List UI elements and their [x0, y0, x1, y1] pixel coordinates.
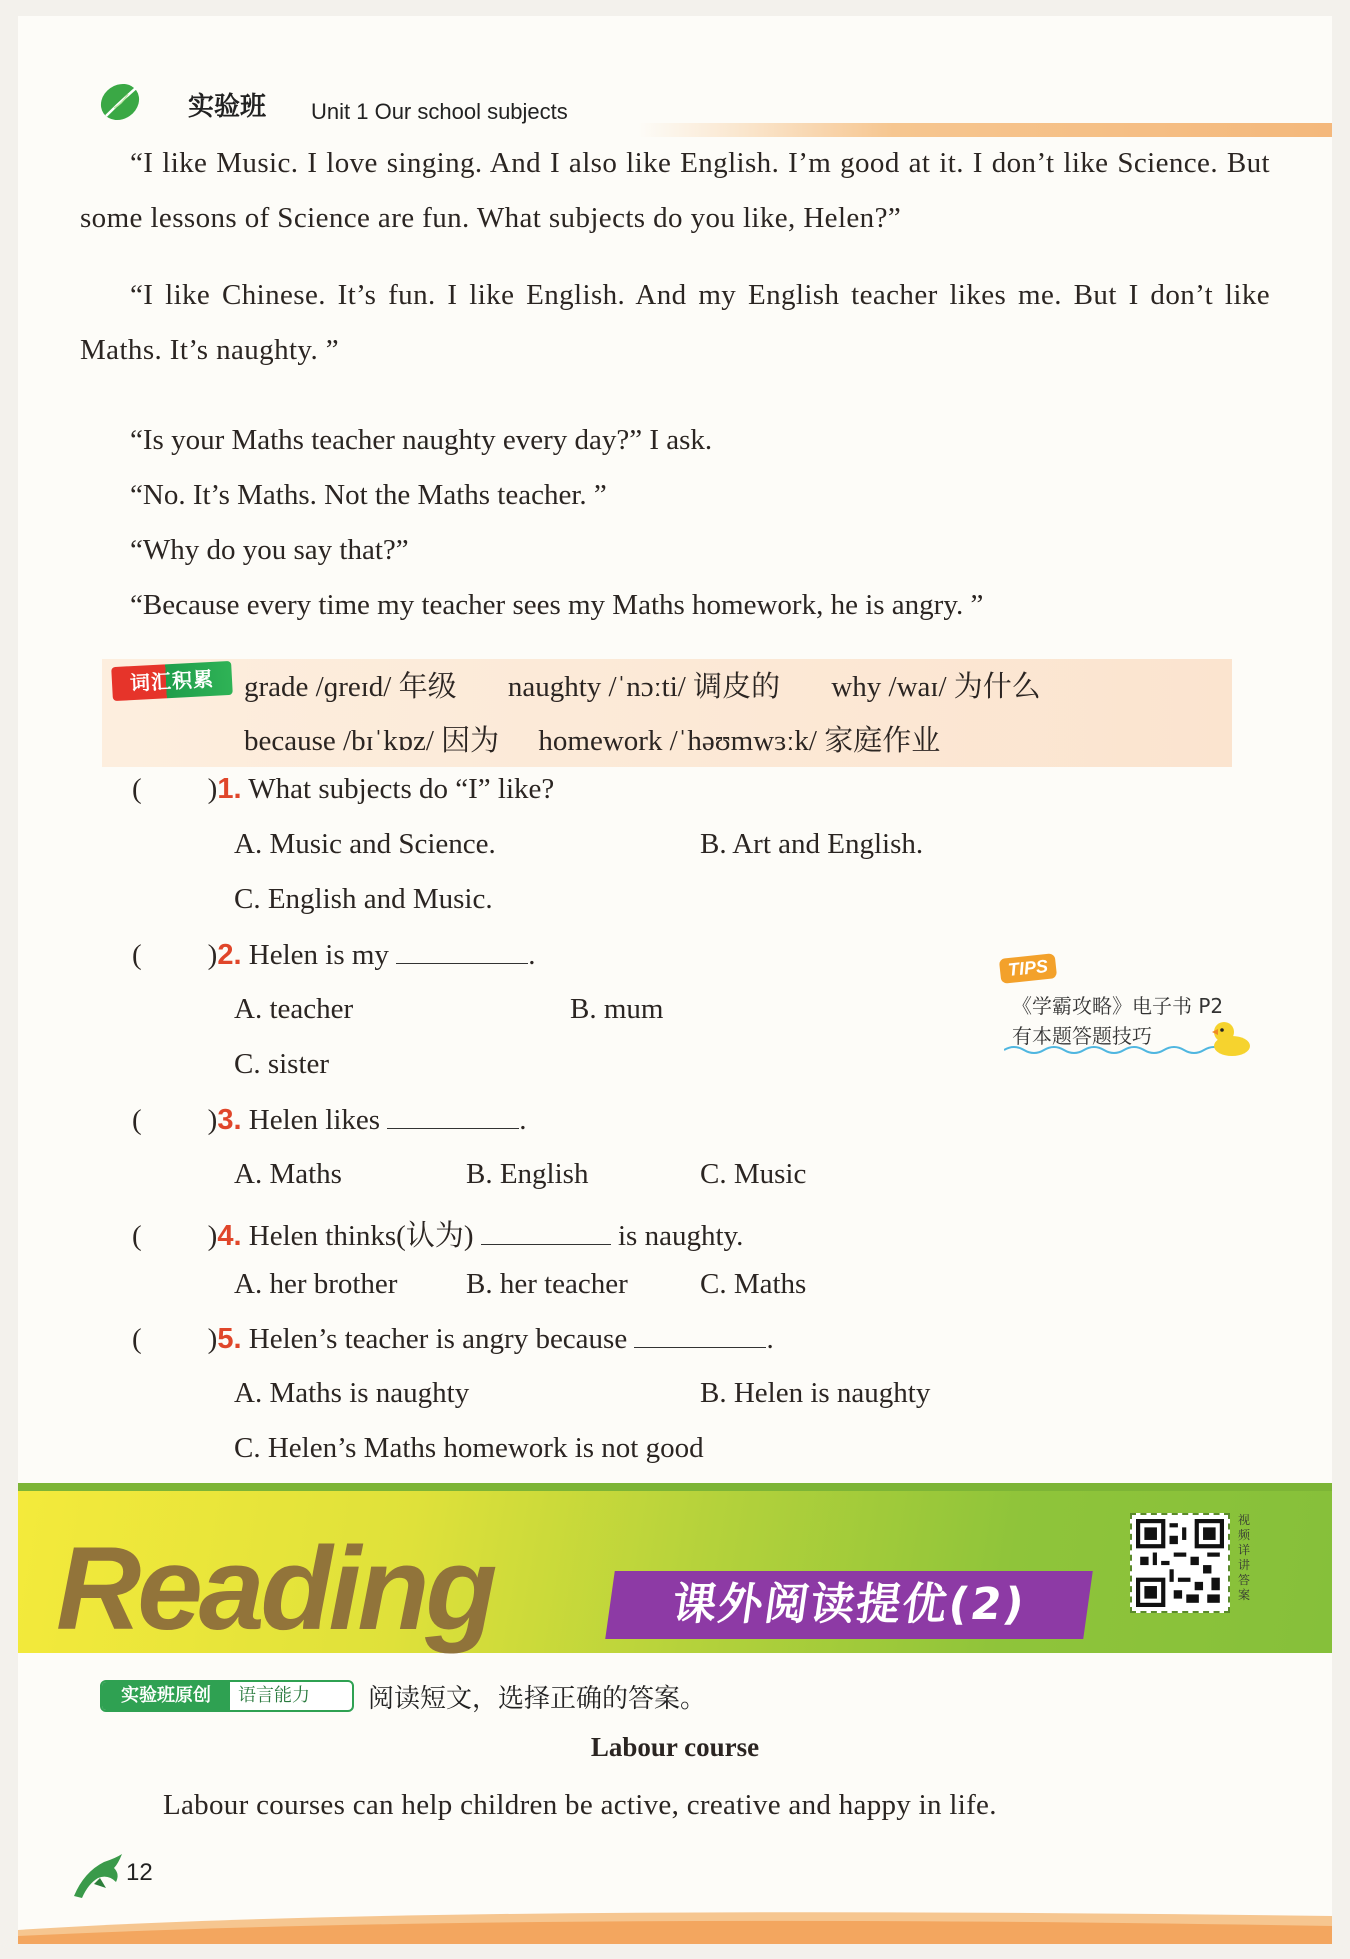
answer-paren-open[interactable]: ( [132, 1220, 142, 1252]
option-3b[interactable]: B. English [466, 1158, 589, 1190]
option-5c[interactable]: C. Helen’s Maths homework is not good [234, 1432, 704, 1464]
question-3 [132, 1103, 527, 1137]
answer-paren-open[interactable]: ( [132, 939, 142, 971]
textbook-page [18, 16, 1332, 1944]
answer-blank[interactable] [387, 1103, 519, 1129]
qr-caption: 视频详讲答案 [1238, 1513, 1251, 1602]
option-2c[interactable]: C. sister [234, 1048, 330, 1080]
vocab-item: grade /ɡreɪd/ 年级 [244, 671, 457, 703]
passage-paragraph-2: “I like Chinese. It’s fun. I like English. And my English teacher likes me. But I don’t like Maths. It’s naughty. ” [80, 279, 1270, 366]
question-number: 1. [217, 773, 242, 805]
answer-paren-open[interactable]: ( [132, 773, 142, 805]
vocabulary-badge: 词汇积累 [111, 661, 233, 701]
brand-title: 实验班 [188, 92, 267, 122]
question-end: . [766, 1323, 774, 1355]
vocabulary-row-1 [244, 664, 1085, 705]
passage-line-6: “Because every time my teacher sees my Maths homework, he is angry. ” [130, 589, 984, 621]
option-5a[interactable]: A. Maths is naughty [234, 1377, 470, 1409]
badge-label: 实验班原创 [102, 1682, 230, 1710]
option-5b[interactable]: B. Helen is naughty [700, 1377, 931, 1409]
passage-line-3: “Is your Maths teacher naughty every day?” I ask. [130, 424, 713, 456]
option-4a[interactable]: A. her brother [234, 1268, 398, 1300]
passage-line-4: “No. It’s Maths. Not the Maths teacher. ” [130, 479, 607, 511]
question-number: 4. [217, 1220, 242, 1252]
option-3a[interactable]: A. Maths [234, 1158, 342, 1190]
question-5 [132, 1322, 774, 1356]
original-badge [100, 1680, 354, 1712]
option-4c[interactable]: C. Maths [700, 1268, 807, 1300]
option-4b[interactable]: B. her teacher [466, 1268, 628, 1300]
question-number: 5. [217, 1323, 242, 1355]
question-4 [132, 1213, 743, 1254]
vocab-item: because /bɪˈkɒz/ 因为 [244, 725, 500, 757]
passage-line-5: “Why do you say that?” [130, 534, 409, 566]
leaf-logo-icon [98, 80, 142, 124]
option-1a[interactable]: A. Music and Science. [234, 828, 496, 860]
answer-paren-close: ) [207, 773, 218, 805]
story-title: Labour course [590, 1732, 760, 1762]
answer-blank[interactable] [634, 1322, 766, 1348]
question-end: . [519, 1104, 527, 1136]
tips-line-2: 有本题答题技巧 [1012, 1024, 1152, 1048]
option-2b[interactable]: B. mum [570, 993, 664, 1025]
story-first-line: Labour courses can help children be active, creative and happy in life. [163, 1789, 997, 1821]
question-1 [132, 773, 554, 806]
question-2 [132, 938, 535, 972]
answer-blank[interactable] [481, 1219, 611, 1245]
vocab-item: why /waɪ/ 为什么 [831, 671, 1041, 703]
answer-paren-close: ) [207, 1220, 218, 1252]
qr-pattern-icon [1136, 1519, 1224, 1607]
page-header [78, 68, 1308, 144]
vocabulary-row-2 [244, 718, 984, 759]
question-stem: Helen is my [248, 939, 389, 971]
answer-paren-open[interactable]: ( [132, 1104, 142, 1136]
answer-paren-close: ) [207, 1104, 218, 1136]
dolphin-icon [70, 1852, 126, 1902]
option-2a[interactable]: A. teacher [234, 993, 354, 1025]
question-stem: Helen’s teacher is angry because [248, 1323, 628, 1355]
reading-wordmark: Reading [56, 1523, 494, 1655]
badge-skill: 语言能力 [238, 1685, 310, 1706]
tips-callout [998, 956, 1260, 1066]
question-number: 2. [217, 939, 242, 971]
option-1c[interactable]: C. English and Music. [234, 883, 493, 915]
passage-paragraph-1: “I like Music. I love singing. And I also like English. I’m good at it. I don’t like Science. But some lessons of Science are fun. What subjects do you like, Helen?” [80, 147, 1270, 234]
section-title: 课外阅读提优(2) [605, 1571, 1093, 1639]
instruction-text: 阅读短文，选择正确的答案。 [368, 1684, 707, 1714]
qr-code-icon[interactable] [1130, 1513, 1230, 1613]
wave-decoration-icon [1004, 1044, 1234, 1056]
banner-top-stripe [18, 1483, 1332, 1491]
option-3c[interactable]: C. Music [700, 1158, 807, 1190]
question-end: is naughty. [618, 1220, 744, 1252]
question-stem: What subjects do “I” like? [248, 773, 555, 805]
footer-swoosh-decoration [18, 1896, 1332, 1944]
question-stem: Helen thinks(认为) [248, 1220, 474, 1252]
answer-paren-close: ) [207, 1323, 218, 1355]
answer-paren-close: ) [207, 939, 218, 971]
unit-title: Unit 1 Our school subjects [311, 99, 568, 124]
answer-paren-open[interactable]: ( [132, 1323, 142, 1355]
answer-blank[interactable] [396, 938, 528, 964]
question-number: 3. [217, 1104, 242, 1136]
page-number: 12 [126, 1859, 153, 1886]
tips-line-1: 《学霸攻略》电子书 P2 [1012, 994, 1224, 1018]
question-stem: Helen likes [248, 1104, 381, 1136]
duck-icon [1208, 1016, 1254, 1058]
tips-badge: TIPS [999, 953, 1057, 984]
header-accent-bar [638, 123, 1332, 137]
question-end: . [528, 939, 536, 971]
vocab-item: homework /ˈhəʊmwɜːk/ 家庭作业 [538, 725, 941, 757]
vocab-item: naughty /ˈnɔːti/ 调皮的 [507, 671, 781, 703]
option-1b[interactable]: B. Art and English. [700, 828, 924, 860]
